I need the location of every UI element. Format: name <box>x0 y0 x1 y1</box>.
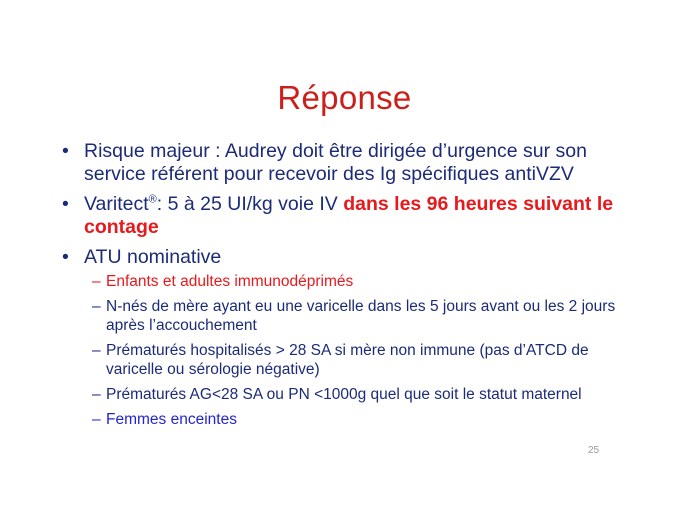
dash-marker: – <box>92 273 101 290</box>
bullet-risque-majeur <box>62 140 622 186</box>
sub-item-text: N-nés de mère ayant eu une varicelle dans les 5 jours avant ou les 2 jours après l’accouchement <box>106 298 616 334</box>
bullet-varitect <box>62 193 622 239</box>
sub-item-text: Femmes enceintes <box>106 411 237 428</box>
sub-item-femmes-enceintes <box>62 410 622 429</box>
bullet-atu <box>62 246 622 269</box>
bullet-text-dose: : 5 à 25 UI/kg voie IV <box>156 193 344 215</box>
sub-list <box>62 272 622 429</box>
slide-title: Réponse <box>277 79 412 116</box>
bullet-text: ATU nominative <box>84 246 222 268</box>
bullet-marker: • <box>62 246 69 268</box>
bullet-text-highlight: dans les 96 heures suivant le contage <box>84 193 614 238</box>
registered-mark: ® <box>148 193 157 206</box>
sub-item-prematures-28sa <box>62 341 622 379</box>
sub-item-text: Prématurés hospitalisés > 28 SA si mère non immune (pas d’ATCD de varicelle ou sérologie négative) <box>106 342 589 378</box>
dash-marker: – <box>92 411 101 428</box>
sub-item-immunodeprimes <box>62 272 622 291</box>
bullet-list <box>62 140 622 435</box>
sub-item-text: Enfants et adultes immunodéprimés <box>106 273 354 290</box>
bullet-marker: • <box>62 193 69 215</box>
dash-marker: – <box>92 386 101 403</box>
bullet-marker: • <box>62 140 69 162</box>
bullet-text: Risque majeur : Audrey doit être dirigée d’urgence sur son service référent pour recevoir des Ig spécifiques antiVZV <box>84 140 587 185</box>
bullet-text-prefix: Varitect <box>84 193 149 215</box>
dash-marker: – <box>92 342 101 359</box>
sub-item-nouveau-nes <box>62 297 622 335</box>
dash-marker: – <box>92 298 101 315</box>
sub-item-prematures-ag28 <box>62 385 622 404</box>
page-number: 25 <box>588 445 600 456</box>
sub-item-text: Prématurés AG<28 SA ou PN <1000g quel que soit le statut maternel <box>106 386 582 403</box>
